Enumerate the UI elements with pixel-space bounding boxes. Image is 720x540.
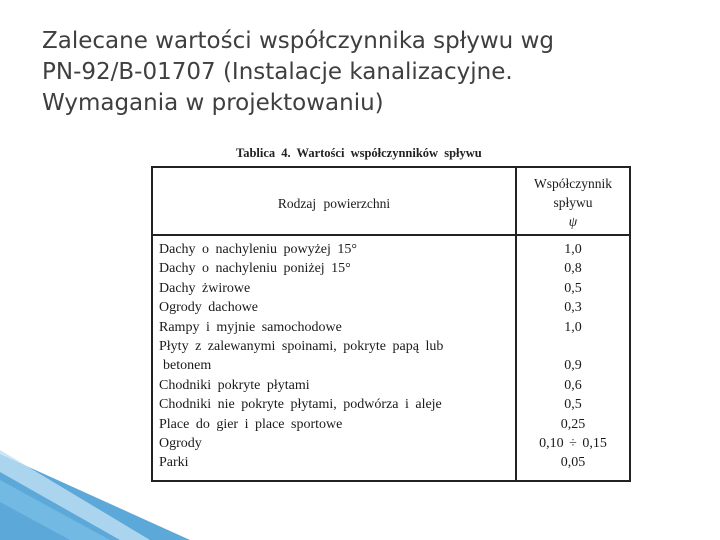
- table-row: [153, 376, 629, 395]
- table-row: [153, 337, 629, 356]
- coefficient-value: 0,5: [564, 280, 582, 296]
- surface-name: Rampy i myjnie samochodowe: [159, 319, 342, 335]
- table-body: [153, 240, 629, 473]
- table-caption: Tablica 4. Wartości współczynników spływu: [236, 146, 482, 160]
- header-line: spływu: [553, 195, 593, 210]
- coefficient-value: 1,0: [564, 242, 582, 257]
- surface-name: Płyty z zalewanymi spoinami, pokryte papą lub: [159, 338, 444, 354]
- table-row: [153, 434, 629, 453]
- header-divider: [153, 234, 629, 236]
- slide-title: [42, 26, 702, 119]
- table-row: [153, 356, 629, 375]
- coefficient-value: 0,3: [564, 300, 582, 316]
- runoff-coefficient-table: [151, 166, 631, 482]
- coefficient-value: 0,5: [564, 397, 582, 413]
- surface-name: Dachy o nachyleniu poniżej 15°: [159, 261, 351, 277]
- table-row: [153, 240, 629, 259]
- coefficient-value: 1,0: [564, 319, 582, 335]
- table-row: [153, 259, 629, 278]
- corner-decoration: [0, 450, 190, 540]
- surface-name: Ogrody: [159, 435, 202, 451]
- surface-name: Ogrody dachowe: [159, 300, 259, 316]
- title-line: Zalecane wartości współczynnika spływu wg: [42, 28, 554, 54]
- surface-name: Dachy żwirowe: [159, 280, 251, 296]
- surface-name: Chodniki pokryte płytami: [159, 377, 310, 393]
- surface-name: Dachy o nachyleniu powyżej 15°: [159, 242, 357, 257]
- surface-name: betonem: [163, 358, 212, 374]
- coefficient-value: 0,05: [560, 455, 586, 471]
- header-line: Współczynnik: [534, 176, 612, 191]
- coefficient-value: 0,25: [560, 416, 586, 432]
- psi-symbol: ψ: [568, 214, 578, 229]
- coefficient-value: 0,10 ÷ 0,15: [539, 435, 607, 451]
- table-row: [153, 279, 629, 298]
- column-header-coefficient: [517, 174, 629, 231]
- coefficient-value: 0,8: [564, 261, 582, 277]
- table-row: [153, 318, 629, 337]
- title-line: PN-92/B-01707 (Instalacje kanalizacyjne.: [42, 59, 513, 85]
- coefficient-value: 0,9: [564, 358, 582, 374]
- table-row: [153, 415, 629, 434]
- surface-name: Chodniki nie pokryte płytami, podwórza i aleje: [159, 397, 442, 413]
- table-row: [153, 395, 629, 414]
- table-row: [153, 298, 629, 317]
- table-row: [153, 453, 629, 472]
- column-header-surface-type: Rodzaj powierzchni: [277, 196, 391, 211]
- title-line: Wymagania w projektowaniu): [42, 90, 384, 116]
- coefficient-value: 0,6: [564, 377, 582, 393]
- surface-name: Place do gier i place sportowe: [159, 416, 343, 432]
- surface-name: Parki: [159, 455, 189, 471]
